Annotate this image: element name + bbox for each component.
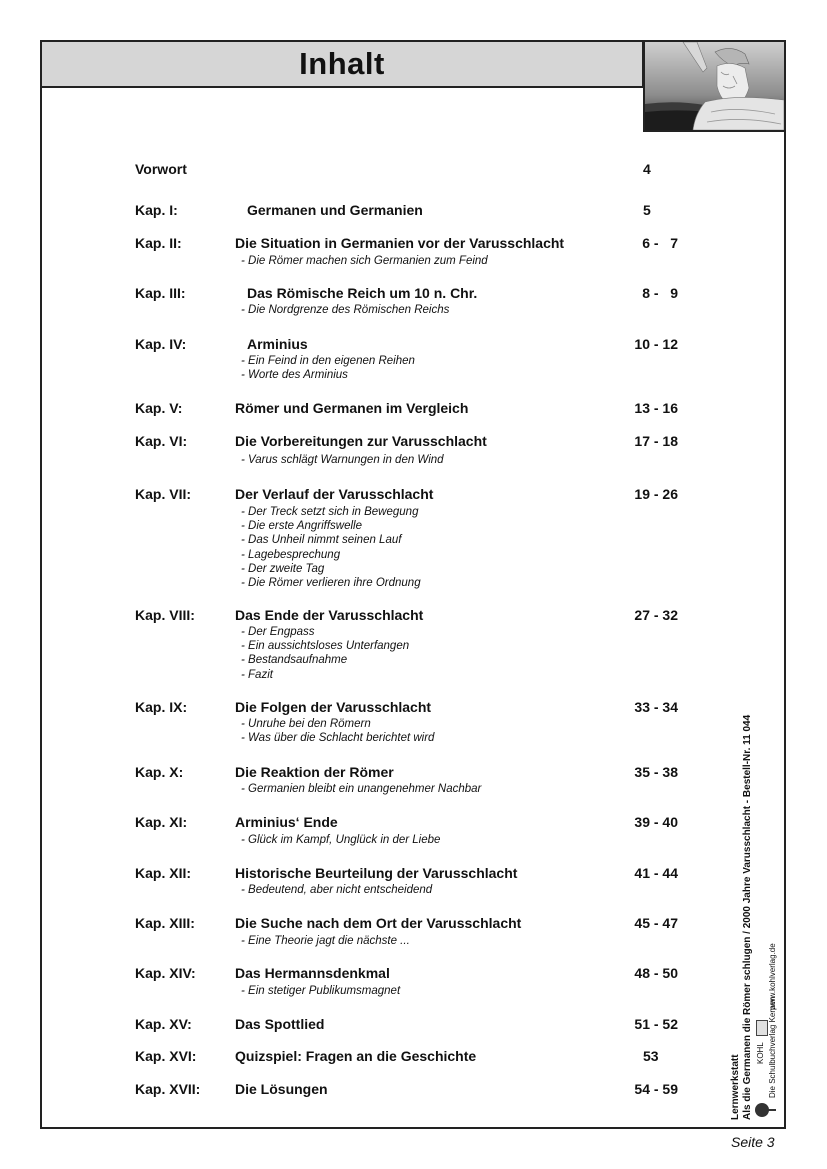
chapter-title: Die Vorbereitungen zur Varusschlacht (235, 433, 487, 449)
page-range: 27 - 32 (634, 607, 678, 623)
page-range: 48 - 50 (634, 965, 678, 981)
book-title-order-number: Als die Germanen die Römer schlugen / 2000 Jahre Varusschlacht - Bestell-Nr. 11 044 (742, 714, 753, 1120)
chapter-title: Römer und Germanen im Vergleich (235, 400, 469, 416)
subsection-item: - Ein Feind in den eigenen Reihen (241, 355, 415, 367)
toc-entry (0, 336, 827, 354)
toc-entry (0, 607, 827, 625)
subsection-item: - Was über die Schlacht berichtet wird (241, 732, 435, 745)
subsection-item: - Eine Theorie jagt die nächste ... (241, 935, 410, 947)
page-range: 45 - 47 (634, 915, 678, 931)
publisher-sidebar (728, 630, 782, 1120)
subsection-item: - Der Engpass (241, 626, 315, 638)
chapter-title: Arminius (247, 336, 308, 352)
chapter-label: Kap. II: (135, 235, 182, 251)
chapter-title: Der Verlauf der Varusschlacht (235, 486, 434, 502)
subsection-item: - Fazit (241, 668, 273, 681)
publisher-tagline: Die Schulbuchverlag Kerpen (768, 996, 777, 1098)
subsection-item: - Der Treck setzt sich in Bewegung (241, 506, 419, 518)
chapter-label: Kap. XIII: (135, 915, 195, 931)
subsection-item: - Bestandsaufnahme (241, 654, 348, 667)
toc-entry (0, 486, 827, 504)
chapter-label: Kap. X: (135, 764, 184, 780)
chapter-label: Kap. IX: (135, 699, 188, 715)
chapter-title: Arminius‘ Ende (235, 814, 338, 830)
chapter-title: Das Spottlied (235, 1016, 325, 1032)
page-number: Seite 3 (731, 1134, 775, 1150)
page-range: 39 - 40 (634, 814, 678, 830)
toc-entry (0, 202, 827, 220)
chapter-label: Kap. XVII: (135, 1081, 201, 1097)
subsection-item: - Varus schlägt Warnungen in den Wind (241, 454, 444, 466)
toc-entry (0, 400, 827, 418)
toc-entry (0, 1016, 827, 1034)
subsection-item: - Die Römer verlieren ihre Ordnung (241, 577, 421, 589)
page-range: 54 - 59 (634, 1081, 678, 1097)
chapter-title: Die Folgen der Varusschlacht (235, 699, 432, 715)
chapter-label: Kap. III: (135, 285, 186, 301)
chapter-label: Kap. XIV: (135, 965, 196, 981)
toc-entry (0, 865, 827, 883)
chapter-label: Kap. V: (135, 400, 183, 416)
series-name: Lernwerkstatt (730, 1054, 741, 1120)
page-range: 33 - 34 (634, 699, 678, 715)
chapter-title: Germanen und Germanien (247, 202, 423, 218)
chapter-title: Das Hermannsdenkmal (235, 965, 390, 981)
subsection-item: - Die Nordgrenze des Römischen Reichs (241, 304, 450, 316)
chapter-label: Kap. XII: (135, 865, 192, 881)
page-range: 19 - 26 (634, 486, 678, 502)
toc-entry (0, 814, 827, 832)
page-range: 51 - 52 (634, 1016, 678, 1032)
toc-entry (0, 1081, 827, 1099)
toc-entry (0, 699, 827, 717)
page-range: 5 (643, 202, 651, 218)
page-title: Inhalt (299, 46, 385, 81)
chapter-title: Das Ende der Varusschlacht (235, 607, 424, 623)
toc-entry (0, 764, 827, 782)
toc-entry (0, 433, 827, 451)
chapter-title: Quizspiel: Fragen an die Geschichte (235, 1048, 477, 1064)
toc-entry (0, 285, 827, 303)
publisher-tree-icon (754, 1100, 778, 1120)
subsection-item: - Germanien bleibt ein unangenehmer Nachbar (241, 783, 482, 795)
page-range: 10 - 12 (634, 336, 678, 352)
page-range: 41 - 44 (634, 865, 678, 881)
subsection-item: - Das Unheil nimmt seinen Lauf (241, 534, 402, 547)
toc-entry (0, 1048, 827, 1066)
chapter-label: Kap. VI: (135, 433, 188, 449)
chapter-label: Kap. XVI: (135, 1048, 197, 1064)
chapter-label: Kap. IV: (135, 336, 187, 352)
chapter-title: Die Reaktion der Römer (235, 764, 394, 780)
page-range: 8 - 9 (642, 285, 678, 301)
subsection-item: - Ein stetiger Publikumsmagnet (241, 985, 401, 997)
publisher-logo-box (756, 1020, 768, 1036)
subsection-item: - Die Römer machen sich Germanien zum Feind (241, 255, 488, 267)
chapter-title: Die Suche nach dem Ort der Varusschlacht (235, 915, 522, 931)
toc-entry (0, 965, 827, 983)
subsection-item: - Lagebesprechung (241, 548, 341, 561)
chapter-label: Kap. VII: (135, 486, 192, 502)
chapter-title: Die Situation in Germanien vor der Varusschlacht (235, 235, 565, 251)
subsection-item: - Unruhe bei den Römern (241, 718, 371, 730)
subsection-item: - Die erste Angriffswelle (241, 520, 363, 533)
page-range: 4 (643, 161, 651, 177)
publisher-url: www.kohlverlag.de (768, 943, 777, 1010)
page-range: 53 (643, 1048, 659, 1064)
page-range: 13 - 16 (634, 400, 678, 416)
subsection-item: - Der zweite Tag (241, 562, 325, 575)
publisher-name: KOHL (756, 1042, 765, 1064)
toc-entry (0, 161, 827, 179)
toc-entry (0, 235, 827, 253)
chapter-title: Historische Beurteilung der Varusschlacht (235, 865, 518, 881)
chapter-label: Kap. I: (135, 202, 178, 218)
page-range: 6 - 7 (642, 235, 678, 251)
page-range: 35 - 38 (634, 764, 678, 780)
chapter-title: Das Römische Reich um 10 n. Chr. (247, 285, 478, 301)
chapter-label: Kap. XV: (135, 1016, 192, 1032)
subsection-item: - Worte des Arminius (241, 369, 348, 382)
chapter-label: Vorwort (135, 161, 187, 177)
chapter-label: Kap. VIII: (135, 607, 195, 623)
subsection-item: - Glück im Kampf, Unglück in der Liebe (241, 834, 441, 846)
page-range: 17 - 18 (634, 433, 678, 449)
chapter-label: Kap. XI: (135, 814, 188, 830)
subsection-item: - Bedeutend, aber nicht entscheidend (241, 884, 433, 896)
subsection-item: - Ein aussichtsloses Unterfangen (241, 640, 410, 653)
toc-entry (0, 915, 827, 933)
chapter-title: Die Lösungen (235, 1081, 328, 1097)
